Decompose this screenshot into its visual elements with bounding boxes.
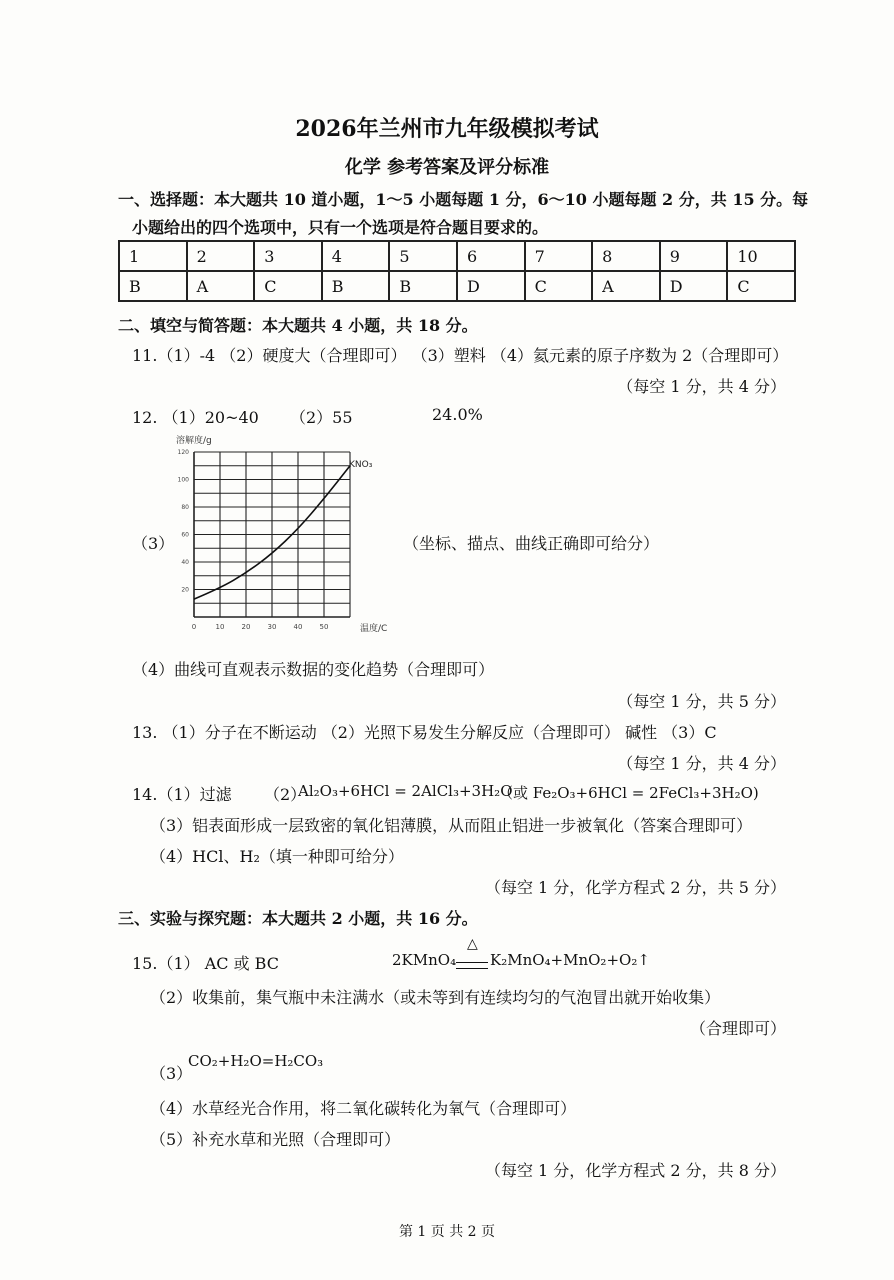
q12-part1: 12. （1）20~40 bbox=[132, 408, 259, 427]
table-cell: 6 bbox=[457, 241, 525, 271]
x-tick-label: 50 bbox=[319, 623, 329, 631]
table-cell: A bbox=[592, 271, 660, 301]
q14-2-alt-equation: （或 Fe₂O₃+6HCl = 2FeCl₃+3H₂O) bbox=[498, 784, 759, 802]
y-tick-label: 100 bbox=[177, 476, 189, 484]
x-axis-label: 温度/C bbox=[360, 624, 388, 634]
x-tick-label: 40 bbox=[293, 623, 303, 631]
page-title: 2026年兰州市九年级模拟考试 bbox=[295, 116, 599, 142]
x-tick-label: 0 bbox=[191, 623, 197, 631]
q12-part2: （2）55 bbox=[290, 408, 353, 427]
table-cell: 5 bbox=[389, 241, 457, 271]
y-tick-label: 120 bbox=[177, 449, 189, 456]
q15-2-answer: （2）收集前，集气瓶中未注满水（或未等到有连续均匀的气泡冒出就开始收集） bbox=[150, 988, 721, 1007]
chart-grid bbox=[194, 452, 350, 617]
answer-table bbox=[118, 240, 796, 302]
page-number: 第 1 页 共 2 页 bbox=[398, 1224, 496, 1240]
q12-4-answer: （4）曲线可直观表示数据的变化趋势（合理即可） bbox=[132, 660, 495, 679]
table-cell: B bbox=[389, 271, 457, 301]
answer-table-numbers-row bbox=[119, 241, 795, 271]
table-cell: C bbox=[727, 271, 795, 301]
table-cell: D bbox=[660, 271, 728, 301]
section1-heading-cont: 小题给出的四个选项中，只有一个选项是符合题目要求的。 bbox=[132, 218, 549, 237]
page-subtitle: 化学 参考答案及评分标准 bbox=[344, 157, 550, 178]
table-cell: B bbox=[119, 271, 187, 301]
q14-2-label: （2） bbox=[264, 785, 307, 804]
x-tick-label: 20 bbox=[241, 623, 251, 631]
q12-3-label: （3） bbox=[132, 534, 175, 553]
table-cell: 9 bbox=[660, 241, 728, 271]
x-tick-label: 10 bbox=[215, 623, 225, 631]
q15-1-answer: 15.（1） AC 或 BC bbox=[132, 954, 279, 973]
table-cell: C bbox=[254, 271, 322, 301]
table-cell: B bbox=[322, 271, 390, 301]
q15-3-label: （3） bbox=[150, 1064, 193, 1083]
table-cell: 1 bbox=[119, 241, 187, 271]
y-tick-label: 80 bbox=[181, 504, 189, 511]
q12-score: （每空 1 分，共 5 分） bbox=[617, 692, 786, 711]
solubility-chart bbox=[166, 432, 396, 637]
series-label-kno3: KNO₃ bbox=[349, 460, 373, 470]
table-cell: C bbox=[525, 271, 593, 301]
x-tick-label: 30 bbox=[267, 623, 277, 631]
table-cell: 7 bbox=[525, 241, 593, 271]
table-cell: D bbox=[457, 271, 525, 301]
q12-3-note: （坐标、描点、曲线正确即可给分） bbox=[403, 534, 660, 553]
q15-score: （每空 1 分，化学方程式 2 分，共 8 分） bbox=[484, 1161, 786, 1180]
answer-table-answers-row bbox=[119, 271, 795, 301]
table-cell: A bbox=[187, 271, 255, 301]
q15-3-equation: CO₂+H₂O=H₂CO₃ bbox=[188, 1052, 324, 1070]
q15-4-answer: （4）水草经光合作用，将二氧化碳转化为氧气（合理即可） bbox=[150, 1099, 577, 1118]
table-cell: 2 bbox=[187, 241, 255, 271]
q14-2-equation: Al₂O₃+6HCl = 2AlCl₃+3H₂O bbox=[298, 782, 513, 800]
y-axis-label: 溶解度/g bbox=[176, 436, 212, 446]
table-cell: 3 bbox=[254, 241, 322, 271]
table-cell: 10 bbox=[727, 241, 795, 271]
q15-eq-sign bbox=[456, 962, 488, 969]
q14-3-answer: （3）铝表面形成一层致密的氧化铝薄膜，从而阻止铝进一步被氧化（答案合理即可） bbox=[150, 816, 753, 835]
q15-eq-left: 2KMnO₄ bbox=[392, 951, 457, 969]
table-cell: 4 bbox=[322, 241, 390, 271]
section1-heading: 一、选择题：本大题共 10 道小题，1～5 小题每题 1 分，6～10 小题每题 2 分，共 15 分。每 bbox=[118, 190, 809, 209]
q15-eq-condition: △ bbox=[467, 936, 478, 952]
q11-answer: 11.（1）-4 （2）硬度大（合理即可） （3）塑料 （4）氦元素的原子序数为 2（合理即可） bbox=[132, 346, 789, 365]
y-tick-label: 40 bbox=[181, 559, 189, 566]
q15-5-answer: （5）补充水草和光照（合理即可） bbox=[150, 1130, 401, 1149]
section2-heading: 二、填空与简答题：本大题共 4 小题，共 18 分。 bbox=[118, 316, 478, 335]
q15-2-note: （合理即可） bbox=[689, 1019, 786, 1038]
q13-score: （每空 1 分，共 4 分） bbox=[617, 754, 786, 773]
q14-4-answer: （4）HCl、H₂（填一种即可给分） bbox=[150, 847, 404, 866]
q12-percent: 24.0% bbox=[432, 405, 483, 424]
q15-eq-right: K₂MnO₄+MnO₂+O₂↑ bbox=[490, 951, 650, 969]
q11-score: （每空 1 分，共 4 分） bbox=[617, 377, 786, 396]
y-tick-label: 20 bbox=[181, 586, 189, 594]
y-tick-label: 60 bbox=[181, 531, 189, 539]
q13-answer: 13. （1）分子在不断运动 （2）光照下易发生分解反应（合理即可） 碱性 （3）C bbox=[132, 723, 717, 742]
q14-1-answer: 14.（1）过滤 bbox=[132, 785, 232, 804]
section3-heading: 三、实验与探究题：本大题共 2 小题，共 16 分。 bbox=[118, 909, 478, 928]
q14-score: （每空 1 分，化学方程式 2 分，共 5 分） bbox=[484, 878, 786, 897]
table-cell: 8 bbox=[592, 241, 660, 271]
